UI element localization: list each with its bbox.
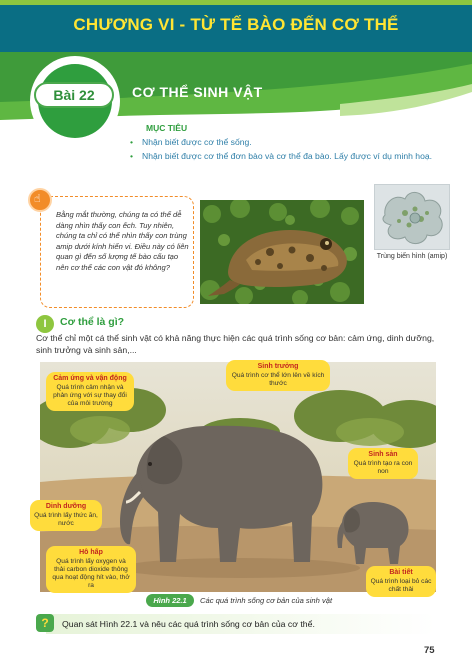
badge-cam-ung-title: Cảm ứng và vận động: [53, 375, 127, 382]
objectives-list: [128, 136, 458, 164]
badge-dinh-duong-title: Dinh dưỡng: [45, 503, 87, 510]
badge-dinh-duong-desc: Quá trình lấy thức ăn, nước: [34, 512, 98, 527]
section-number: I: [36, 315, 54, 333]
badge-bai-tiet: [366, 566, 436, 597]
chapter-title: CHƯƠNG VI - TỪ TẾ BÀO ĐẾN CƠ THỂ: [73, 15, 399, 34]
lesson-label: Bài 22: [53, 87, 95, 103]
badge-ho-hap-title: Hô hấp: [79, 549, 103, 556]
badge-dinh-duong: [30, 500, 102, 531]
badge-ho-hap-desc: Quá trình lấy oxygen và thải carbon dioxide thông qua hoạt động hít vào, thở ra: [52, 558, 130, 589]
badge-cam-ung-desc: Quá trình cảm nhận và phản ứng với sự thay đổi của môi trường: [53, 384, 127, 407]
objective-item: • Nhận biết được cơ thể đơn bào và cơ thể đa bào. Lấy được ví dụ minh hoạ.: [128, 150, 458, 162]
figure-caption: Các quá trình sống cơ bản của sinh vật: [200, 596, 333, 605]
page-number: 75: [424, 645, 435, 656]
lesson-title: CƠ THỂ SINH VẬT: [132, 84, 263, 100]
frog-photo: [200, 200, 364, 304]
section-text: Cơ thể chỉ một cá thể sinh vật có khả năng thực hiện các quá trình sống cơ bản: cảm ứng, dinh dưỡng, sinh trưởng và sinh sản,...: [36, 333, 435, 355]
question-icon: ?: [36, 614, 54, 632]
amoeba-photo: [374, 184, 450, 250]
badge-sinh-san-title: Sinh sản: [368, 451, 398, 458]
badge-sinh-san-desc: Quá trình tạo ra con non: [353, 460, 413, 475]
header-stripe: [0, 0, 472, 5]
objective-item: • Nhận biết được cơ thể sống.: [128, 136, 458, 148]
amoeba-caption: Trùng biến hình (amip): [376, 253, 448, 260]
badge-bai-tiet-desc: Quá trình loại bỏ các chất thải: [370, 578, 432, 593]
hand-tap-glyph: ☝: [34, 193, 41, 205]
badge-cam-ung: [46, 372, 134, 411]
figure-label: Hình 22.1: [146, 594, 194, 607]
intro-text: Bằng mắt thường, chúng ta có thể dễ dàng nhìn thấy con ếch. Tuy nhiên, chúng ta chỉ có thể nhìn thấy con trùng amip dưới kính hiển vi. Điều này có liên quan gì đến số lượng tế bào cấu tạo nên cơ thể các con vật đó không?: [56, 210, 189, 272]
objectives-heading: MỤC TIÊU: [146, 123, 188, 133]
badge-sinh-san: [348, 448, 418, 479]
badge-bai-tiet-title: Bài tiết: [389, 569, 413, 576]
section-title: Cơ thể là gì?: [60, 316, 125, 328]
badge-sinh-truong: [226, 360, 330, 391]
badge-sinh-truong-title: Sinh trưởng: [257, 363, 299, 370]
badge-ho-hap: [46, 546, 136, 593]
question-text: Quan sát Hình 22.1 và nêu các quá trình sống cơ bản của cơ thể.: [62, 619, 315, 629]
badge-sinh-truong-desc: Quá trình cơ thể lớn lên về kích thước: [231, 372, 325, 387]
